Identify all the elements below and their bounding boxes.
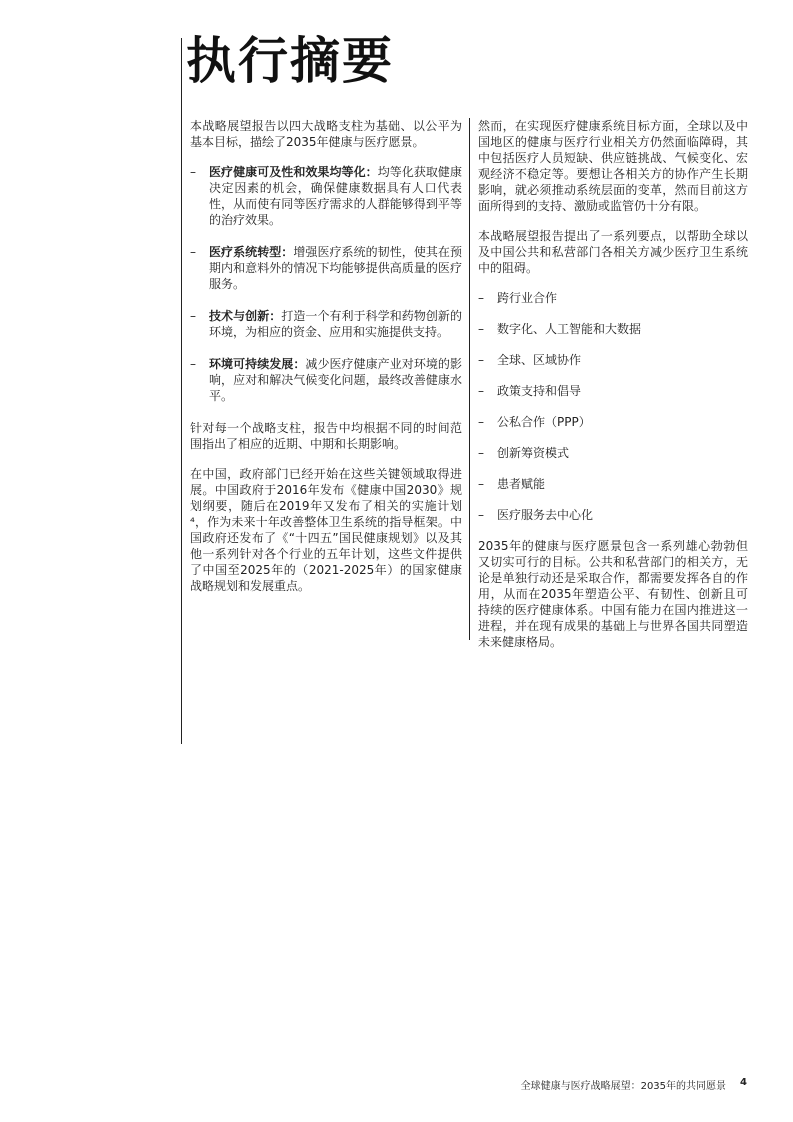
pillar-item: – 环境可持续发展：减少医疗健康产业对环境的影响，应对和解决气候变化问题，最终改善健康水平。 [190, 357, 462, 403]
pillar-desc: 增强医疗系统的韧性，使其在预期内和意料外的情况下均能够提供高质量的医疗服务。 [209, 245, 462, 291]
pillar-desc: 减少医疗健康产业对环境的影响，应对和解决气候变化问题，最终改善健康水平。 [209, 357, 462, 403]
left-column [190, 118, 462, 608]
key-point-item: – 政策支持和倡导 [478, 384, 582, 398]
key-points-list [478, 290, 748, 523]
pillar-item: – 医疗健康可及性和效果均等化：均等化获取健康决定因素的机会，确保健康数据具有人口代表性，从而使有同等医疗需求的人群能够得到平等的治疗效果。 [190, 165, 462, 227]
page-footer [521, 1077, 747, 1092]
page-number: 4 [740, 1077, 747, 1088]
points-intro-paragraph: 本战略展望报告提出了一系列要点，以帮助全球以及中国公共和私营部门各相关方减少医疗卫生系统中的阻碍。 [478, 229, 748, 275]
key-point-item: – 公私合作（PPP） [478, 415, 591, 429]
key-point-item: – 数字化、人工智能和大数据 [478, 322, 642, 336]
pillar-term: 医疗健康可及性和效果均等化： [209, 165, 378, 179]
barriers-paragraph: 然而，在实现医疗健康系统目标方面，全球以及中国地区的健康与医疗行业相关方仍然面临障碍，其中包括医疗人员短缺、供应链挑战、气候变化、宏观经济不稳定等。要想让各相关方的协作产生长期影响，就必须推动系统层面的变革，然而目前这方面所得到的支持、激励或监管仍十分有限。 [478, 119, 748, 213]
key-point-item: – 跨行业合作 [478, 291, 558, 305]
key-point-item: – 患者赋能 [478, 477, 546, 491]
column-divider [469, 118, 470, 640]
pillar-desc: 均等化获取健康决定因素的机会，确保健康数据具有人口代表性，从而使有同等医疗需求的人群能够得到平等的治疗效果。 [209, 165, 462, 227]
key-point-item: – 全球、区域协作 [478, 353, 582, 367]
pillar-list [190, 164, 462, 404]
key-point-item: – 医疗服务去中心化 [478, 508, 594, 522]
pillar-term: 技术与创新： [209, 309, 282, 323]
pillar-term: 环境可持续发展： [209, 357, 306, 371]
key-point-item: – 创新筹资模式 [478, 446, 570, 460]
right-column [478, 118, 748, 664]
left-rule [181, 38, 182, 744]
conclusion-paragraph: 2035年的健康与医疗愿景包含一系列雄心勃勃但又切实可行的目标。公共和私营部门的相关方，无论是单独行动还是采取合作，都需要发挥各自的作用，从而在2035年塑造公平、有韧性、创新且可持续的医疗健康体系。中国有能力在国内推进这一进程，并在现有成果的基础上与世界各国共同塑造未来健康格局。 [478, 539, 748, 649]
page-title: 执行摘要 [186, 31, 394, 90]
china-paragraph: 在中国，政府部门已经开始在这些关键领域取得进展。中国政府于2016年发布《健康中国2030》规划纲要，随后在2019年又发布了相关的实施计划⁴，作为未来十年改善整体卫生系统的指导框架。中国政府还发布了《“十四五”国民健康规划》以及其他一系列针对各个行业的五年计划，这些文件提供了中国至2025年的（2021-2025年）的国家健康战略规划和发展重点。 [190, 467, 462, 593]
intro-paragraph: 本战略展望报告以四大战略支柱为基础、以公平为基本目标，描绘了2035年健康与医疗愿景。 [190, 119, 462, 149]
pillar-term: 医疗系统转型： [209, 245, 294, 259]
pillar-desc: 打造一个有利于科学和药物创新的环境，为相应的资金、应用和实施提供支持。 [209, 309, 462, 339]
timeline-paragraph: 针对每一个战略支柱，报告中均根据不同的时间范围指出了相应的近期、中期和长期影响。 [190, 421, 462, 451]
pillar-item: – 技术与创新：打造一个有利于科学和药物创新的环境，为相应的资金、应用和实施提供支持。 [190, 309, 462, 339]
pillar-item: – 医疗系统转型：增强医疗系统的韧性，使其在预期内和意料外的情况下均能够提供高质量的医疗服务。 [190, 245, 462, 291]
footer-title: 全球健康与医疗战略展望：2035年的共同愿景 [520, 1081, 727, 1092]
